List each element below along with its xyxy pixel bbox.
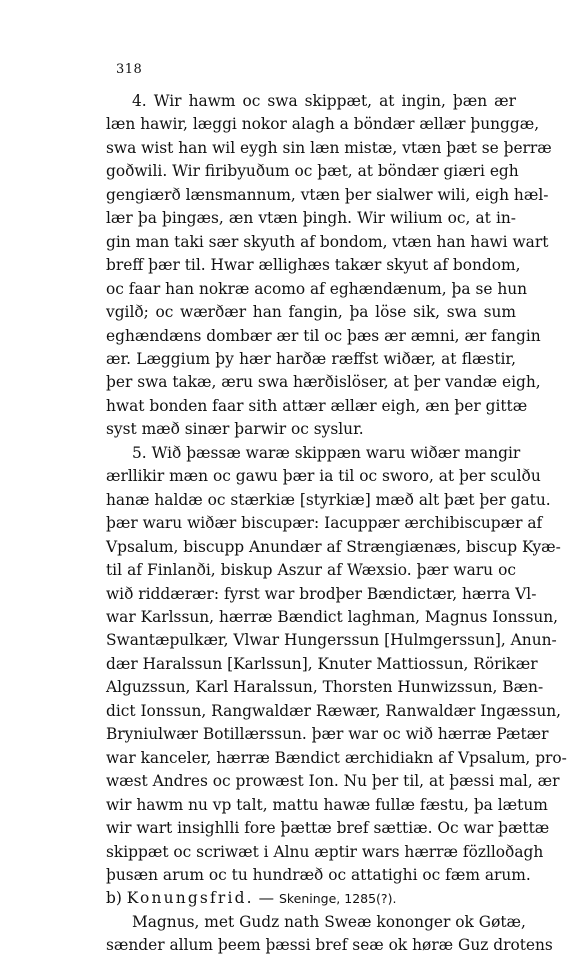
text-line: wið riddærær: fyrst war brodþer Bændictær, hærra Vl- <box>106 584 537 603</box>
text-line: eghændæns dombær ær til oc þæs ær æmni, ær fangin <box>106 326 541 345</box>
text-line: lær þa þingæs, æn vtæn þingh. Wir wilium oc, at in- <box>106 209 516 228</box>
text-line: dict Ionssun, Rangwaldær Ræwær, Ranwaldær Ingæssun, <box>106 701 562 720</box>
text-line: 5. Wið þæssæ waræ skippæn waru wiðær mangir <box>132 443 521 462</box>
text-line: wæst Andres oc prowæst Ion. Nu þer til, at þæssi mal, ær <box>106 772 560 791</box>
section-5-paragraph <box>106 442 567 888</box>
text-line: oc faar han nokræ acomo af eghændænum, þa se hun <box>106 279 528 298</box>
text-line: Alguzssun, Karl Haralssun, Thorsten Hunwizssun, Bæn- <box>106 678 544 697</box>
text-line: Bryniulwær Botillærssun. þær war oc wið hærræ Pætær <box>106 725 549 744</box>
section-heading <box>106 887 516 910</box>
page-number: 318 <box>116 62 143 77</box>
text-line: læn hawir, læggi nokor alagh a böndær ællær þunggæ, <box>106 115 540 134</box>
text-line: gengiærð lænsmannum, vtæn þer sialwer wili, eigh hæl- <box>106 185 549 204</box>
text-line: hwat bonden faar sith attær ællær eigh, æn þer gittæ <box>106 396 528 415</box>
text-line: ær. Læggium þy hær harðæ ræffst wiðær, at flæstir, <box>106 349 516 368</box>
text-line: þusæn arum oc tu hundræð oc attatighi oc fæm arum. <box>106 865 531 884</box>
heading-title: Konungsfrid. <box>126 889 254 908</box>
text-line: war kanceler, hærræ Bændict ærchidiakn af Vpsalum, pro- <box>106 748 567 767</box>
text-line: vgilð; oc wærðær han fangin, þa löse sik, swa sum <box>106 303 516 322</box>
text-line: sænder allum þeem þæssi bref seæ ok høræ Guz drotens <box>106 936 553 955</box>
text-line: goðwili. Wir firibyuðum oc þæt, at böndær giæri egh <box>106 162 519 181</box>
section-4-paragraph <box>106 90 552 442</box>
text-line: war Karlssun, hærræ Bændict laghman, Magnus Ionssun, <box>106 607 559 626</box>
text-line: gin man taki sær skyuth af bondom, vtæn han hawi wart <box>106 232 549 251</box>
heading-place-date: Skeninge, 1285(?). <box>278 891 397 907</box>
text-line: ærllikir mæn oc gawu þær ia til oc sworo, at þer sculðu <box>106 467 541 486</box>
text-line: þer swa takæ, æru swa hærðislöser, at þer vandæ eigh, <box>106 373 541 392</box>
text-line: swa wist han wil eygh sin læn mistæ, vtæn þæt se þerræ <box>106 138 552 157</box>
text-line: Magnus, met Gudz nath Sweæ kononger ok Gøtæ, <box>132 912 526 931</box>
letter-opening-paragraph <box>106 911 553 958</box>
text-body <box>106 90 567 958</box>
text-line: dær Haralssun [Karlssun], Knuter Mattiossun, Rörikær <box>106 654 538 673</box>
heading-prefix: b) <box>106 889 122 908</box>
text-line: 4. Wir hawm oc swa skippæt, at ingin, þæn ær <box>132 92 516 110</box>
text-line: hanæ haldæ oc stærkiæ [styrkiæ] mæð alt þæt þer gatu. <box>106 490 551 509</box>
text-line: syst mæð sinær þarwir oc syslur. <box>106 420 364 439</box>
text-line: breff þær til. Hwar ællighæs takær skyut af bondom, <box>106 256 521 275</box>
text-line: þær waru wiðær biscupær: Iacuppær ærchibiscupær af <box>106 514 543 533</box>
text-line: Swantæpulkær, Vlwar Hungerssun [Hulmgerssun], Anun- <box>106 631 557 650</box>
text-line: Vpsalum, biscupp Anundær af Strængiænæs, biscup Kyæ- <box>106 537 561 556</box>
text-line: til af Finlanði, biskup Aszur af Wæxsio. þær waru oc <box>106 561 516 580</box>
text-line: skippæt oc scriwæt i Alnu æptir wars hærræ fözlloðagh <box>106 842 544 861</box>
text-line: wir wart insighlli fore þættæ bref sættiæ. Oc war þættæ <box>106 819 550 838</box>
text-line: wir hawm nu vp talt, mattu hawæ fullæ fæstu, þa lætum <box>106 795 548 814</box>
heading-dash: — <box>258 889 275 908</box>
